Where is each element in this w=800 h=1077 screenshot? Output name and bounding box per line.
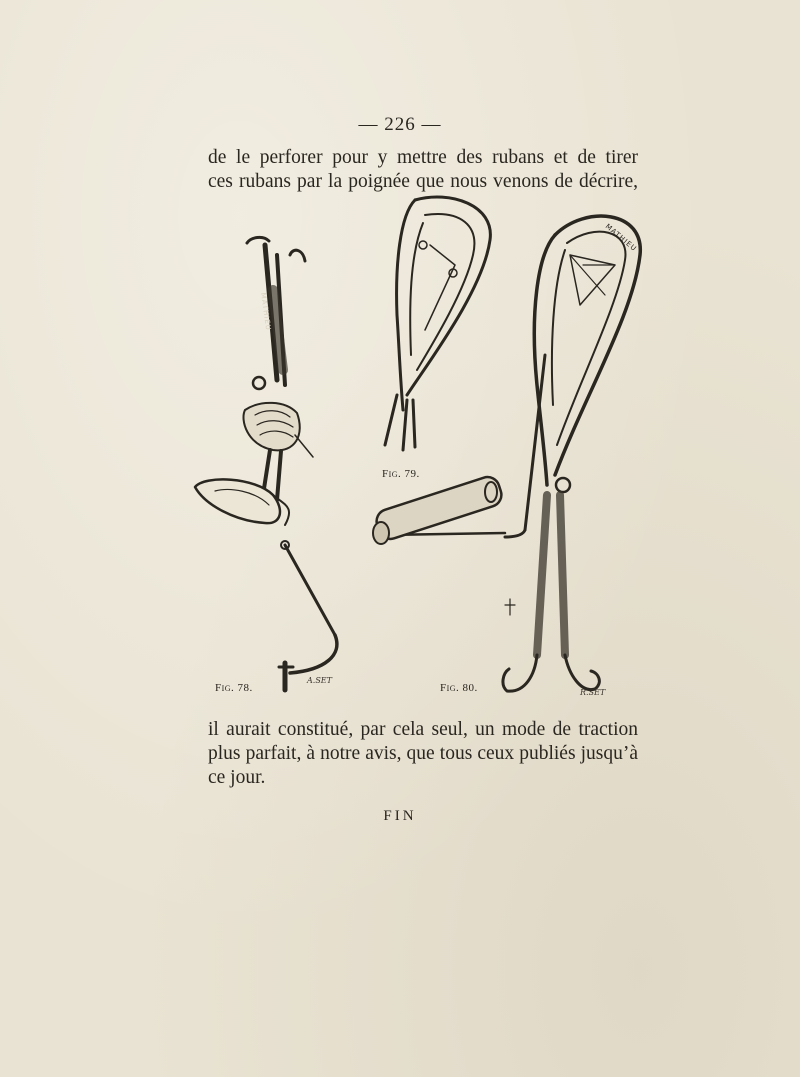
text-line: ces rubans par la poignée que nous venons de décrire, [208,171,638,192]
figure-79-drawing [385,197,490,450]
forceps-illustration [185,195,655,705]
fig80-engraved-name: MATHIEU [603,222,639,254]
fig78-engraved-name: MATHIEU [259,292,273,332]
figure-80-drawing [373,216,640,697]
figure-78-drawing [195,237,337,690]
page-number: — 226 — [358,114,442,135]
bottom-paragraph [208,718,638,790]
figure-79-caption: Fig. 79. [382,468,420,480]
text-line: ce jour. [208,767,266,788]
top-paragraph [208,146,638,194]
end-mark: FIN [383,808,417,824]
figure-78-caption: Fig. 78. [215,682,253,694]
figure-80-caption: Fig. 80. [440,682,478,694]
svg-text:R.SET: R.SET [580,688,606,697]
text-line: il aurait constitué, par cela seul, un mode de traction [208,719,638,740]
text-line: de le perforer pour y mettre des rubans et de tirer [208,147,638,168]
svg-text:A.SET: A.SET [307,676,332,685]
text-line: plus parfait, à notre avis, que tous ceux publiés jusqu’à [208,743,638,764]
